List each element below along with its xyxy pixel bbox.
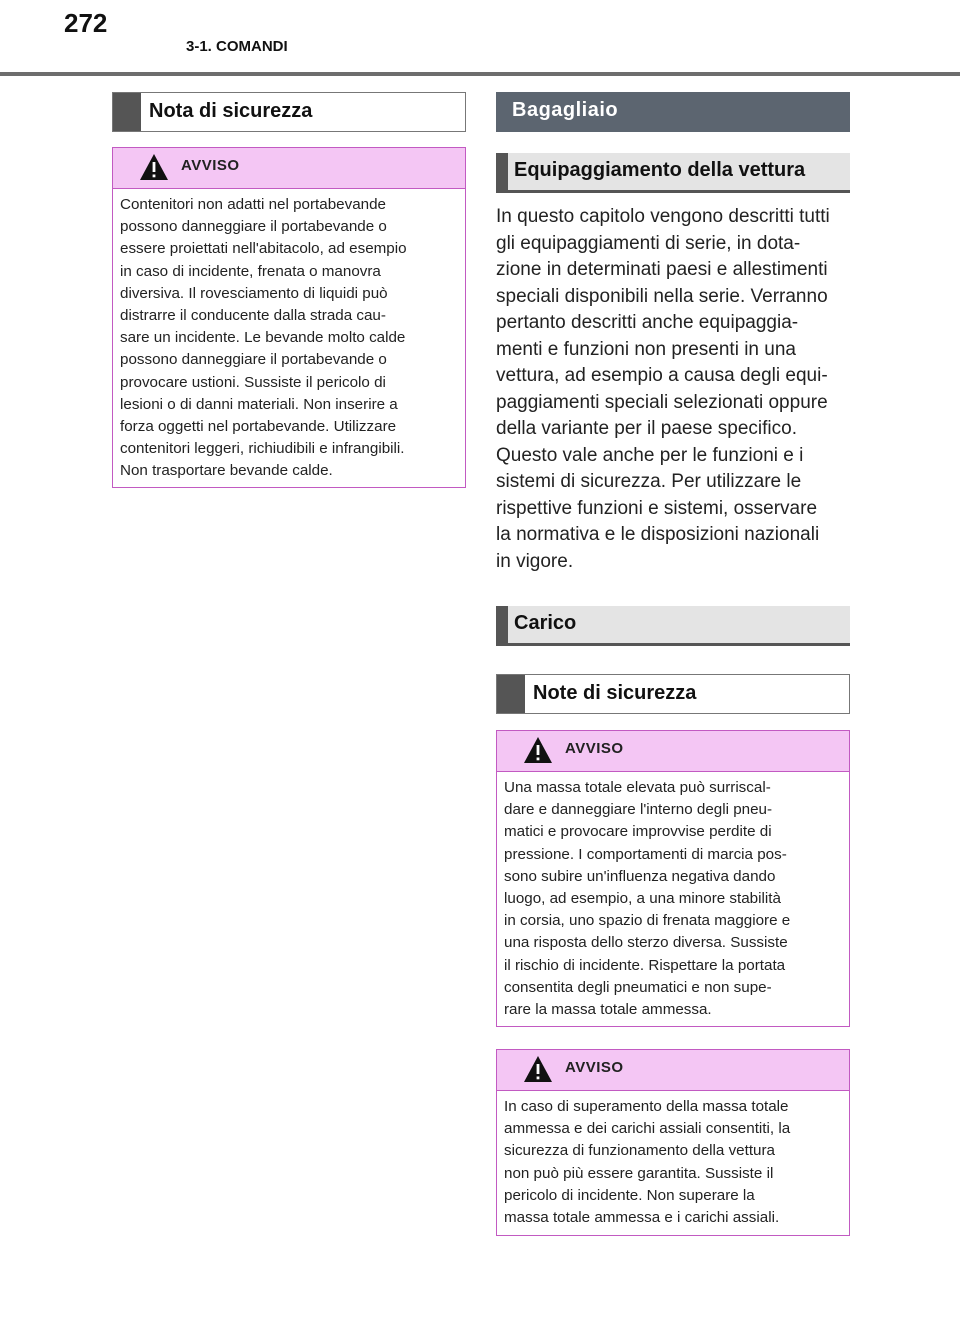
section-title-label: Note di sicurezza (533, 682, 697, 704)
warning-text (113, 189, 465, 491)
chapter-title: 3-1. COMANDI (186, 38, 288, 55)
subsection-label: Carico (514, 612, 577, 634)
warning-line: massa totale ammessa e i carichi assiali. (504, 1209, 780, 1227)
paragraph-line: menti e funzioni non presenti in una (496, 338, 796, 360)
warning-line: non può più essere garantita. Sussiste il (504, 1164, 774, 1182)
header-divider (0, 72, 960, 76)
warning-line: possono danneggiare il portabevande o (120, 351, 387, 369)
section-tab (113, 93, 141, 131)
subsection-tab (496, 153, 508, 193)
warning-header (497, 1050, 849, 1091)
warning-line: dare e danneggiare l'interno degli pneu- (504, 801, 773, 819)
paragraph-line: pertanto descritti anche equipaggia- (496, 312, 799, 333)
warning-line: in caso di incidente, frenata o manovra (120, 262, 381, 280)
warning-line: ammessa e dei carichi assiali consentiti, la (504, 1120, 791, 1138)
page-number: 272 (64, 8, 108, 38)
warning-line: contenitori leggeri, richiudibili e infrangibili. (120, 440, 405, 458)
chapter-bar-label: Bagagliaio (512, 99, 619, 121)
warning-triangle-icon (523, 1054, 553, 1084)
warning-line: diversiva. Il rovesciamento di liquidi può (120, 284, 388, 302)
warning-line: matici e provocare improvvise perdite di (504, 823, 772, 841)
warning-line: in corsia, uno spazio di frenata maggiore e (504, 912, 791, 930)
warning-box-axle-loads (496, 1049, 850, 1236)
warning-title: AVVISO (565, 1059, 624, 1076)
warning-line: sicurezza di funzionamento della vettura (504, 1142, 775, 1160)
subsection-label: Equipaggiamento della vettura (514, 159, 806, 181)
section-title-note-sicurezza (496, 674, 850, 714)
warning-line: il rischio di incidente. Rispettare la portata (504, 956, 786, 974)
warning-text (497, 772, 849, 1029)
warning-title: AVVISO (181, 157, 240, 174)
warning-triangle-icon (523, 735, 553, 765)
paragraph-line: Questo vale anche per le funzioni e i (496, 444, 804, 466)
warning-line: pericolo di incidente. Non superare la (504, 1186, 755, 1204)
paragraph-line: gli equipaggiamenti di serie, in dota- (496, 232, 801, 254)
paragraph-line: In questo capitolo vengono descritti tutti (496, 206, 830, 227)
paragraph-line: speciali disponibili nella serie. Verranno (496, 285, 828, 307)
warning-title: AVVISO (565, 740, 624, 757)
warning-line: Non trasportare bevande calde. (120, 462, 333, 480)
warning-line: distrarre il conducente dalla strada cau- (120, 307, 386, 325)
warning-text (497, 1091, 849, 1237)
section-tab (497, 675, 525, 713)
warning-line: una risposta dello sterzo diversa. Sussiste (504, 934, 788, 952)
warning-line: lesioni o di danni materiali. Non inserire a (120, 395, 398, 413)
warning-box-total-mass (496, 730, 850, 1027)
paragraph-line: zione in determinati paesi e allestimenti (496, 259, 828, 280)
chapter-bar-bagagliaio (496, 92, 850, 132)
warning-line: forza oggetti nel portabevande. Utilizzare (120, 418, 397, 436)
warning-header (497, 731, 849, 772)
warning-box-cup-holder (112, 147, 466, 488)
warning-line: provocare ustioni. Sussiste il pericolo di (120, 373, 386, 391)
paragraph-line: paggiamenti speciali selezionati oppure (496, 391, 828, 413)
body-paragraph (496, 204, 848, 575)
warning-line: consentita degli pneumatici e non supe- (504, 978, 772, 996)
subsection-equipaggiamento (496, 153, 850, 193)
paragraph-line: in vigore. (496, 550, 574, 572)
warning-line: sare un incidente. Le bevande molto calde (120, 329, 406, 347)
warning-line: rare la massa totale ammessa. (504, 1001, 712, 1019)
warning-line: sono subire un'influenza negativa dando (504, 867, 776, 885)
warning-triangle-icon (139, 152, 169, 182)
warning-header (113, 148, 465, 189)
paragraph-line: sistemi di sicurezza. Per utilizzare le (496, 471, 802, 492)
paragraph-line: la normativa e le disposizioni nazionali (496, 524, 820, 545)
warning-line: In caso di superamento della massa totale (504, 1098, 789, 1115)
subsection-carico (496, 606, 850, 646)
warning-line: Contenitori non adatti nel portabevande (120, 196, 386, 213)
subsection-tab (496, 606, 508, 646)
section-title-nota-sicurezza (112, 92, 466, 132)
section-title-label: Nota di sicurezza (149, 100, 313, 122)
warning-line: luogo, ad esempio, a una minore stabilità (504, 890, 781, 908)
paragraph-line: vettura, ad esempio a causa degli equi- (496, 365, 828, 386)
warning-line: pressione. I comportamenti di marcia pos- (504, 845, 787, 863)
paragraph-line: della variante per il paese specifico. (496, 418, 798, 439)
warning-line: Una massa totale elevata può surriscal- (504, 779, 771, 796)
warning-line: possono danneggiare il portabevande o (120, 218, 387, 236)
warning-line: essere proiettati nell'abitacolo, ad esempio (120, 240, 407, 258)
paragraph-line: rispettive funzioni e sistemi, osservare (496, 497, 818, 519)
